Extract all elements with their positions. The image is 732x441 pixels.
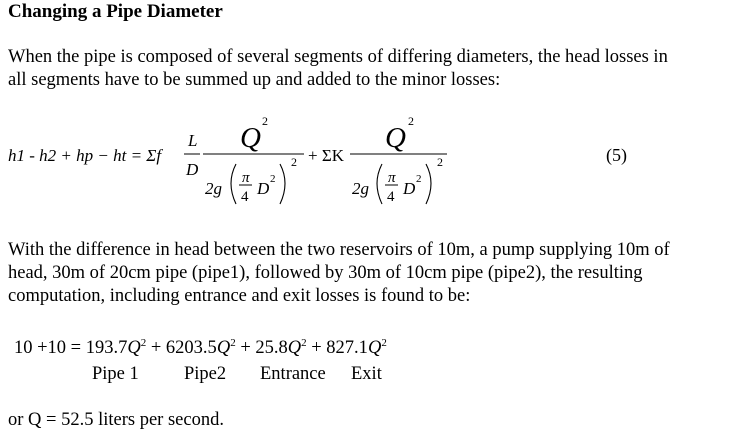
computation-lhs: 10 +10 = 193.7	[14, 338, 128, 359]
four-1: 4	[241, 189, 249, 205]
paragraph2-line-1: With the difference in head between the two reservoirs of 10m, a pump supplying 10m of	[8, 240, 670, 260]
intro-line-2: all segments have to be summed up and added to the minor losses:	[8, 70, 501, 90]
minor-loss-coefficient: + ΣK	[308, 146, 345, 165]
paren-exponent-2: 2	[437, 155, 443, 169]
two-g-1: 2g	[205, 179, 222, 198]
label-pipe1: Pipe 1	[92, 364, 139, 384]
head-loss-equation	[0, 112, 732, 222]
exponent-1: 2	[262, 114, 268, 128]
computation-exp-4: 2	[381, 337, 387, 349]
four-2: 4	[387, 189, 395, 205]
paren-exponent-1: 2	[291, 155, 297, 169]
pi-symbol-1: π	[242, 170, 250, 186]
d-exponent-1: 2	[270, 173, 276, 185]
equation-lhs: h1 - h2 + hp − ht = Σf	[8, 146, 162, 165]
left-paren-2	[377, 164, 382, 204]
label-pipe2: Pipe2	[184, 364, 227, 384]
flow-symbol-1: Q	[240, 122, 261, 154]
computation-q-1: Q	[127, 338, 141, 359]
diameter-1: D	[257, 179, 270, 198]
right-paren-1	[280, 164, 285, 204]
right-paren-2	[426, 164, 431, 204]
label-exit: Exit	[351, 364, 382, 384]
computation-q-4: Q	[367, 338, 382, 359]
left-paren-1	[231, 164, 236, 204]
paragraph2-line-2: head, 30m of 20cm pipe (pipe1), followed by 30m of 10cm pipe (pipe2), the resulting	[8, 263, 643, 283]
length-symbol: L	[188, 131, 198, 150]
computation-equation	[14, 337, 387, 359]
equation-number: (5)	[606, 145, 627, 165]
computation-exp-3: 2	[301, 337, 307, 349]
diameter-2: D	[403, 179, 416, 198]
flow-symbol-2: Q	[385, 122, 406, 154]
intro-line-1: When the pipe is composed of several segments of differing diameters, the head losses in	[8, 47, 668, 67]
label-entrance: Entrance	[260, 364, 326, 384]
computation-term-4: + 827.1	[311, 338, 368, 359]
computation-q-3: Q	[287, 338, 302, 359]
computation-exp-2: 2	[230, 337, 236, 349]
exponent-2: 2	[408, 114, 414, 128]
two-g-2: 2g	[352, 179, 369, 198]
diameter-symbol: D	[186, 160, 199, 179]
computation-term-2: + 6203.5	[150, 338, 217, 359]
pi-symbol-2: π	[388, 170, 396, 186]
computation-term-3: + 25.8	[240, 338, 288, 359]
paragraph2-line-3: computation, including entrance and exit losses is found to be:	[8, 286, 471, 306]
computation-exp-1: 2	[140, 337, 147, 349]
page-title: Changing a Pipe Diameter	[8, 1, 223, 22]
computation-q-2: Q	[216, 338, 231, 359]
d-exponent-2: 2	[416, 173, 422, 185]
result-line: or Q = 52.5 liters per second.	[8, 410, 224, 430]
